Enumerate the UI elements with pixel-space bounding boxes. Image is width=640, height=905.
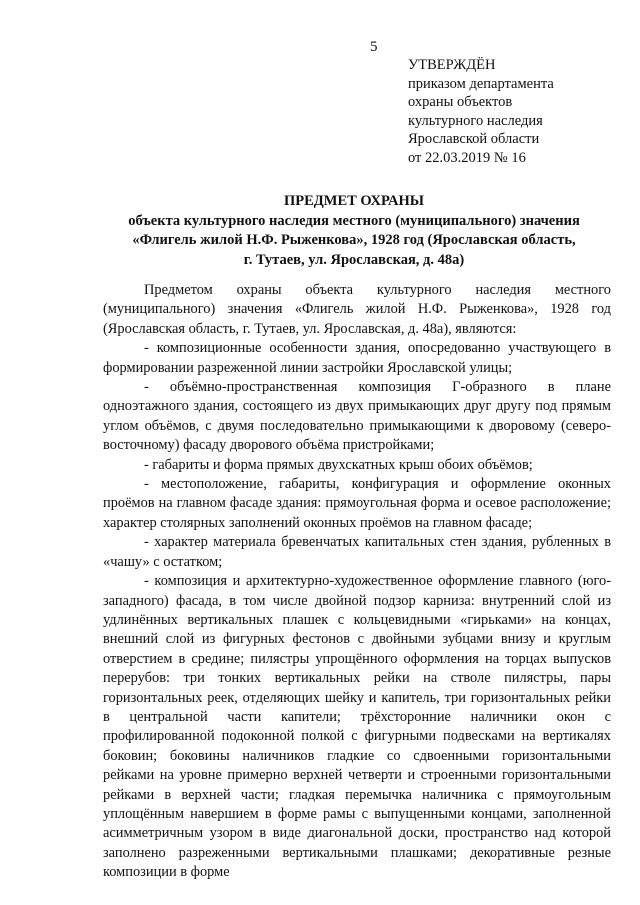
title-line: «Флигель жилой Н.Ф. Рыженкова», 1928 год (Ярославская область,	[132, 232, 576, 248]
approval-line: приказом департамента	[408, 75, 554, 92]
title-line: г. Тутаев, ул. Ярославская, д. 48а)	[243, 251, 465, 268]
approval-stamp	[408, 56, 628, 168]
body-paragraph: - характер материала бревенчатых капитальных стен здания, рубленных в «чашу» с остатком;	[103, 534, 611, 570]
title-line: ПРЕДМЕТ ОХРАНЫ	[283, 193, 425, 209]
body-paragraph: - местоположение, габариты, конфигурация и оформление оконных проёмов на главном фасаде здания: прямоугольная форма и осевое расположение; характер столярных заполнений оконных проёмов на главном фасаде;	[103, 476, 611, 531]
approval-line: УТВЕРЖДЁН	[408, 57, 496, 73]
approval-line: Ярославской области	[408, 131, 540, 148]
page-number: 5	[370, 39, 378, 55]
document-body	[103, 281, 611, 883]
body-paragraph: - композиционные особенности здания, опосредованно участвующего в формировании разреженной линии застройки Ярославской улицы;	[103, 340, 611, 376]
body-paragraph: - объёмно-пространственная композиция Г-образного в плане одноэтажного здания, состоящего из двух примыкающих друг другу под прямым углом объёмов, с двумя последовательно примыкающими к дворовому (северо-восточному) фасаду дворового объёма пристройками;	[103, 379, 611, 454]
approval-line: культурного наследия	[408, 112, 543, 129]
document-title	[95, 192, 613, 270]
body-paragraph: - габариты и форма прямых двухскатных крыш обоих объёмов;	[144, 456, 533, 473]
body-paragraph: - композиция и архитектурно-художественное оформление главного (юго-западного) фасада, в том числе двойной подзор карниза: внутренний слой из удлинённых вертикальных плашек с кольцевидными «гирьками» на концах, внешний слой из фигурных фестонов с двойными зубцами внизу и круглым отверстием в средине; пилястры упрощённого оформления на торцах выпусков перерубов: три тонких вертикальных рейки на стволе пилястры, пары горизонтальных реек, отделяющих шейку и капитель, три горизонтальных рейки в центральной части капители; трёхсторонние наличники окон с профилированной подоконной полкой с фигурными подвесками на вертикалях боковин; боковины наличников гладкие со сдвоенными горизонтальными рейками на уровне примерно верхней четверти и строенными горизонтальными рейками в верхней части; гладкая перемычка наличника с прямоугольным уплощённым навершием в форме рамы с выпущенными концами, заполненной асимметричным узором в виде диагональной доски, пространство над которой заполнено разреженными вертикальными плашками; декоративные резные композиции в форме	[103, 573, 611, 881]
body-paragraph: Предметом охраны объекта культурного наследия местного (муниципального) значения «Флигель жилой Н.Ф. Рыженкова», 1928 год (Ярославская область, г. Тутаев, ул. Ярославская, д. 48а), являются:	[103, 282, 611, 337]
approval-line: от 22.03.2019 № 16	[408, 149, 526, 166]
title-line: объекта культурного наследия местного (муниципального) значения	[128, 212, 580, 229]
approval-line: охраны объектов	[408, 94, 513, 111]
